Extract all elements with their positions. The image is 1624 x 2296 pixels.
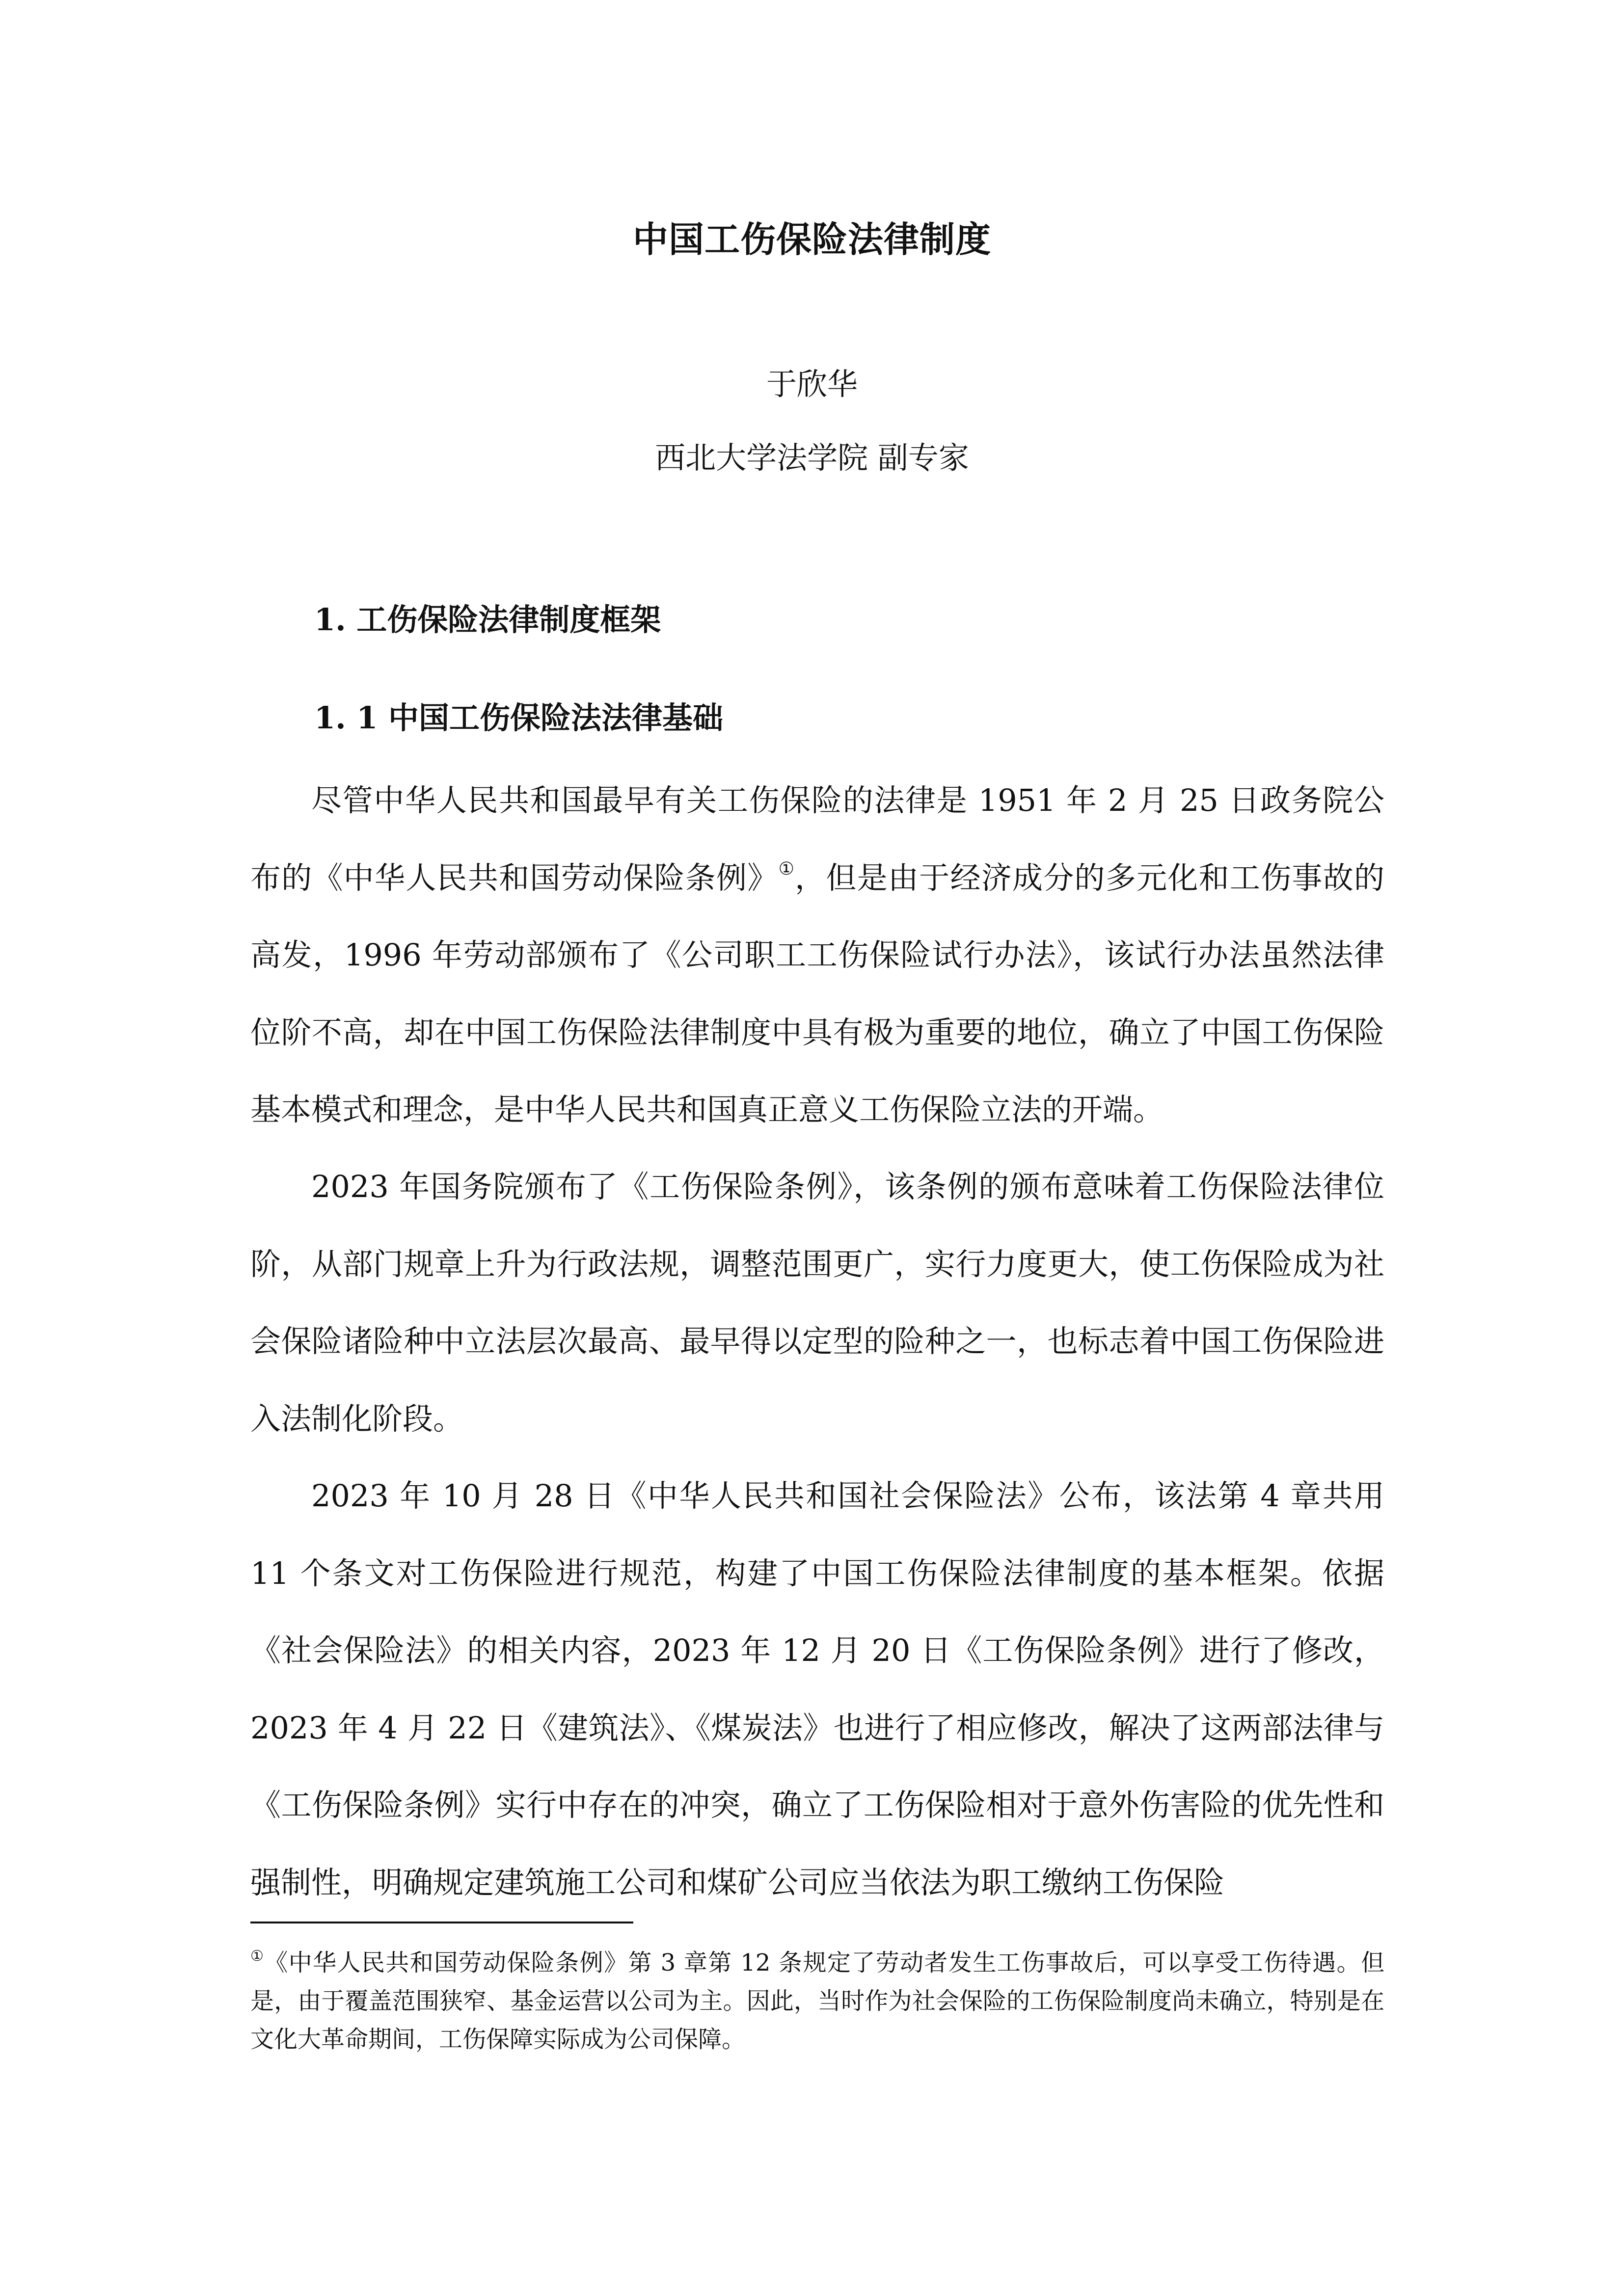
paragraph-1-text-a: 尽管中华人民共和国最早有关工伤保险的法律是 1951 年 2 月 25 日政务院公布的《中华人民共和国劳动保险条例》: [250, 782, 1384, 896]
document-title: 中国工伤保险法律制度: [632, 218, 991, 260]
paragraph-1: [250, 762, 1384, 1148]
paragraph-1-text-b: ，但是由于经济成分的多元化和工伤事故的高发，1996 年劳动部颁布了《公司职工工伤保险试行办法》，该试行办法虽然法律位阶不高，却在中国工伤保险法律制度中具有极为重要的地位，确立了中国工伤保险基本模式和理念，是中华人民共和国真正意义工伤保险立法的开端。: [250, 859, 1384, 1127]
footnote: [250, 1944, 1384, 2058]
footnote-mark: ①: [250, 1948, 265, 1965]
footnote-divider: [250, 1922, 633, 1923]
section-heading: 1. 工伤保险法律制度框架: [314, 602, 661, 638]
footnote-reference: ①: [778, 858, 795, 879]
paragraph-2: 2023 年国务院颁布了《工伤保险条例》，该条例的颁布意味着工伤保险法律位阶，从部门规章上升为行政法规，调整范围更广，实行力度更大，使工伤保险成为社会保险诸险种中立法层次最高、最早得以定型的险种之一，也标志着中国工伤保险进入法制化阶段。: [250, 1169, 1384, 1437]
author-name: 于欣华: [766, 366, 858, 402]
subsection-heading: 1. 1 中国工伤保险法法律基础: [314, 700, 724, 736]
paragraph-3: 2023 年 10 月 28 日《中华人民共和国社会保险法》公布，该法第 4 章共用 11 个条文对工伤保险进行规范，构建了中国工伤保险法律制度的基本框架。依据《社会保险法》的相关内容，2023 年 12 月 20 日《工伤保险条例》进行了修改，2023 年 4 月 22 日《建筑法》、《煤炭法》也进行了相应修改，解决了这两部法律与《工伤保险条例》实行中存在的冲突，确立了工伤保险相对于意外伤害险的优先性和强制性，明确规定建筑施工公司和煤矿公司应当依法为职工缴纳工伤保险: [250, 1478, 1384, 1900]
footnote-text: 《中华人民共和国劳动保险条例》第 3 章第 12 条规定了劳动者发生工伤事故后，可以享受工伤待遇。但是，由于覆盖范围狭窄、基金运营以公司为主。因此，当时作为社会保险的工伤保险制度尚未确立，特别是在文化大革命期间，工伤保障实际成为公司保障。: [250, 1949, 1384, 2053]
author-affiliation: 西北大学法学院 副专家: [655, 440, 969, 476]
